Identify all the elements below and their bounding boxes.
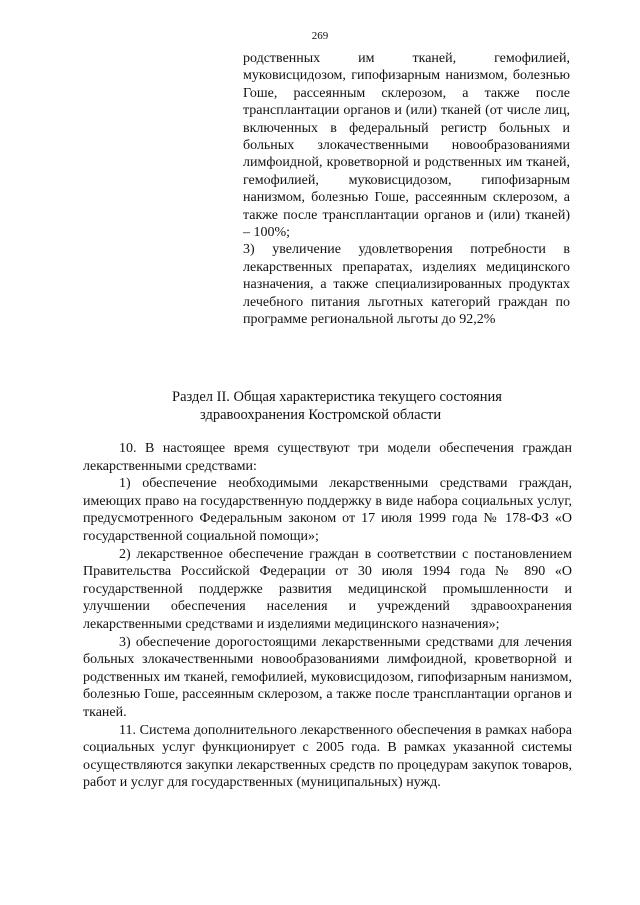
list-item-3: 3) обеспечение дорогостоящими лекарственными средствами для лечения больных злокачественными новообразованиями лимфоидной, кроветворной и родственных им тканей, гемофилией, муковисцидозом, гипофизарным нанизмом, болезнью Гоше, рассеянным склерозом, а также после трансплантации органов и тканей. — [83, 634, 572, 720]
list-item-1: 1) обеспечение необходимыми лекарственными средствами граждан, имеющих право на государственную поддержку в виде набора социальных услуг, предусмотренного Федеральным законом от 17 июля 1999 года № 178-ФЗ «О государственной социальной помощи»; — [83, 476, 572, 544]
list-item-2: 2) лекарственное обеспечение граждан в соответствии с постановлением Правительства Российской Федерации от 30 июля 1994 года № 890 «О государственной поддержке развития медицинской промышленности и улучшении обеспечения населения и учреждений здравоохранения лекарственными средствами и изделиями медицинского назначения»; — [83, 546, 572, 632]
indicator-continuation: родственных им тканей, гемофилией, муковисцидозом, гипофизарным нанизмом, болезнью Гоше, рассеянным склерозом, а также после трансплантации органов и (или) тканей (от числе лиц, включенных в федеральный регистр больных и больных злокачественными новообразованиями лимфоидной, кроветворной и родственных им тканей, гемофилией, муковисцидозом, гипофизарным нанизмом, болезнью Гоше, рассеянным склерозом, а также после трансплантации органов и (или) тканей) – 100%; — [243, 51, 570, 241]
paragraph-11: 11. Система дополнительного лекарственного обеспечения в рамках набора социальных услуг функционирует с 2005 года. В рамках указанной системы осуществляются закупки лекарственных средств по процедурам закупок товаров, работ и услуг для государственных (муниципальных) нужд. — [83, 722, 572, 791]
section-heading — [80, 388, 600, 424]
indicator-item-3: 3) увеличение удовлетворения потребности в лекарственных препаратах, изделиях медицинского назначения, а также специализированных продуктах лечебного питания льготных категорий граждан по программе региональной льготы до 92,2% — [243, 242, 570, 328]
body-text — [83, 440, 572, 792]
section-title-line-1: Раздел II. Общая характеристика текущего состояния — [172, 389, 502, 405]
paragraph-10: 10. В настоящее время существуют три модели обеспечения граждан лекарственными средствами: — [83, 441, 572, 474]
indicator-column — [243, 50, 570, 329]
page-number: 269 — [311, 30, 329, 42]
section-title-line-2: здравоохранения Костромской области — [200, 407, 442, 423]
